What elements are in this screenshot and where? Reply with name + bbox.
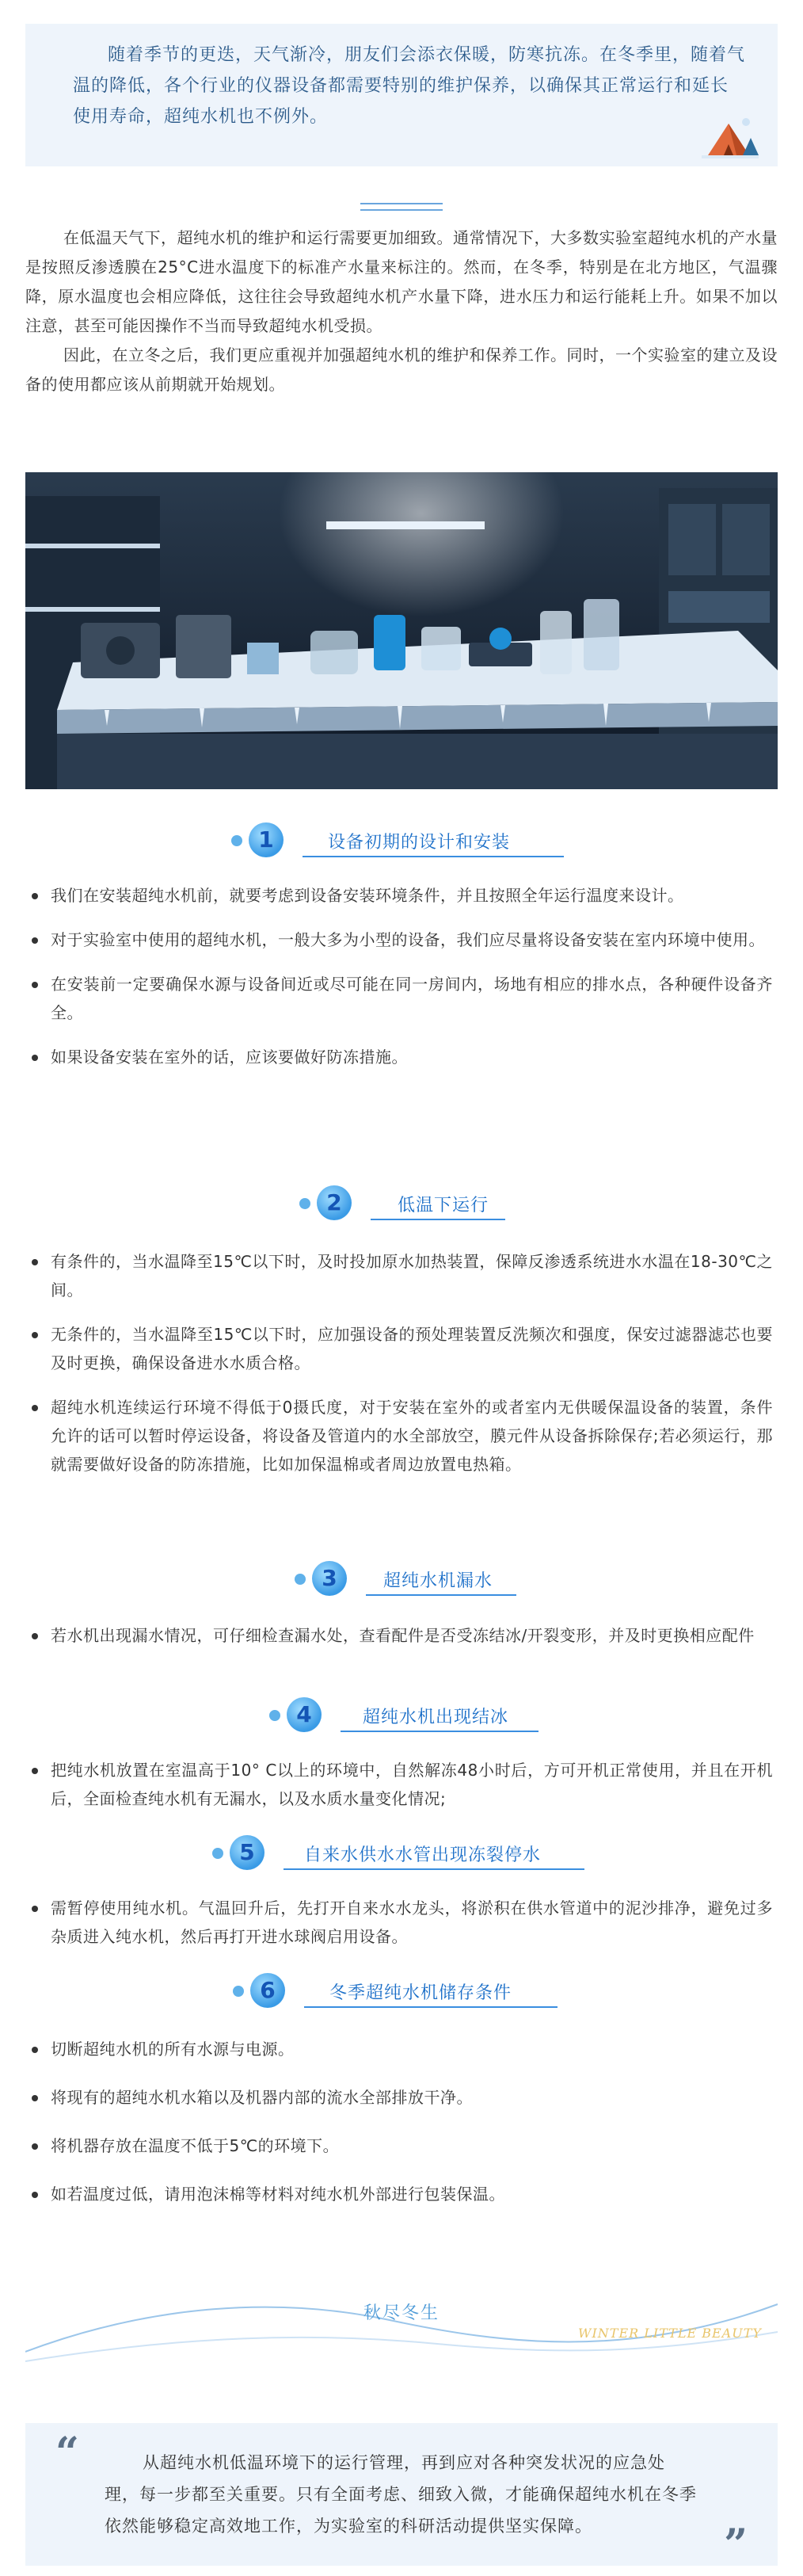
section-3-list <box>29 1621 773 1650</box>
list-item: 对于实验室中使用的超纯水机，一般大多为小型的设备，我们应尽量将设备安装在室内环境中使用。 <box>29 925 773 954</box>
section-number: 6 <box>250 1973 285 2008</box>
section-2-list <box>29 1247 773 1479</box>
section-title: 超纯水机漏水 <box>383 1571 493 1591</box>
close-quote-icon: ” <box>724 2521 748 2569</box>
dot-icon <box>212 1848 223 1859</box>
dot-icon <box>269 1710 280 1721</box>
open-quote-icon: “ <box>55 2429 79 2477</box>
list-item: 将现有的超纯水机水箱以及机器内部的流水全部排放干净。 <box>29 2083 773 2112</box>
season-title: 秋尽冬生 <box>363 2303 440 2323</box>
section-6-header <box>233 1973 565 2009</box>
body-paragraph-1: 在低温天气下，超纯水机的维护和运行需要更加细致。通常情况下，大多数实验室超纯水机的产水量是按照反渗透膜在25°C进水温度下的标准产水量来标注的。然而，在冬季，特别是在北方地区，气温骤降，原水温度也会相应降低，这往往会导致超纯水机产水量下降，进水压力和运行能耗上升。如果不加以注意，甚至可能因操作不当而导致超纯水机受损。 <box>25 228 778 335</box>
script-caption: WINTER LITTLE BEAUTY <box>578 2326 762 2341</box>
section-number: 2 <box>317 1185 352 1220</box>
section-5-header <box>212 1835 592 1872</box>
list-item: 若水机出现漏水情况，可仔细检查漏水处，查看配件是否受冻结冰/开裂变形，并及时更换相应配件 <box>29 1621 773 1650</box>
section-1-header <box>231 822 572 859</box>
dot-icon <box>295 1574 306 1585</box>
list-item: 切断超纯水机的所有水源与电源。 <box>29 2035 773 2063</box>
quote-box <box>25 2423 778 2569</box>
section-number: 4 <box>287 1697 322 1732</box>
frozen-lab-photo <box>25 472 778 789</box>
dot-icon <box>231 835 242 846</box>
section-1-list <box>29 881 773 1071</box>
list-item: 需暂停使用纯水机。气温回升后，先打开自来水水龙头，将淤积在供水管道中的泥沙排净，避免过多杂质进入纯水机，然后再打开进水球阀启用设备。 <box>29 1894 773 1951</box>
body-paragraph-2: 因此，在立冬之后，我们更应重视并加强超纯水机的维护和保养工作。同时，一个实验室的建立及设备的使用都应该从前期就开始规划。 <box>25 345 778 394</box>
list-item: 如若温度过低，请用泡沫棉等材料对纯水机外部进行包装保温。 <box>29 2180 773 2208</box>
list-item: 将机器存放在温度不低于5℃的环境下。 <box>29 2131 773 2160</box>
list-item: 超纯水机连续运行环境不得低于0摄氏度，对于安装在室外的或者室内无供暖保温设备的装置，条件允许的话可以暂时停运设备，将设备及管道内的水全部放空，膜元件从设备拆除保存;若必须运行，那就需要做好设备的防冻措施，比如加保温棉或者周边放置电热箱。 <box>29 1393 773 1479</box>
list-item: 无条件的，当水温降至15℃以下时，应加强设备的预处理装置反洗频次和强度，保安过滤器滤芯也要及时更换，确保设备进水水质合格。 <box>29 1320 773 1377</box>
dot-icon <box>299 1198 310 1209</box>
underline <box>284 1868 584 1870</box>
list-item: 有条件的，当水温降至15℃以下时，及时投加原水加热装置，保障反渗透系统进水水温在18-30℃之间。 <box>29 1247 773 1304</box>
section-number: 3 <box>312 1561 347 1596</box>
section-6-list <box>29 2035 773 2208</box>
body-text <box>25 223 778 399</box>
section-4-list <box>29 1756 773 1813</box>
winter-tent-icon <box>702 114 759 158</box>
list-item: 在安装前一定要确保水源与设备间近或尽可能在同一房间内，场地有相应的排水点，各种硬件设备齐全。 <box>29 970 773 1027</box>
section-title: 自来水供水水管出现冻裂停水 <box>304 1845 542 1865</box>
intro-text: 随着季节的更迭，天气渐冷，朋友们会添衣保暖，防寒抗冻。在冬季里，随着气温的降低，各个行业的仪器设备都需要特别的维护保养，以确保其正常运行和延长使用寿命，超纯水机也不例外。 <box>73 45 746 127</box>
section-title: 冬季超纯水机储存条件 <box>329 1983 512 2003</box>
section-2-header <box>299 1185 513 1222</box>
section-3-header <box>295 1561 524 1597</box>
section-title: 低温下运行 <box>398 1196 489 1215</box>
underline <box>366 1594 516 1596</box>
dot-icon <box>233 1986 244 1997</box>
section-4-header <box>269 1697 546 1734</box>
section-title: 超纯水机出现结冰 <box>363 1708 509 1727</box>
list-item: 我们在安装超纯水机前，就要考虑到设备安装环境条件，并且按照全年运行温度来设计。 <box>29 881 773 910</box>
divider <box>360 203 443 211</box>
section-number: 5 <box>230 1835 264 1870</box>
underline <box>304 2006 558 2008</box>
intro-box <box>25 24 778 166</box>
list-item: 如果设备安装在室外的话，应该要做好防冻措施。 <box>29 1043 773 1071</box>
section-title: 设备初期的设计和安装 <box>328 833 511 853</box>
underline <box>371 1219 505 1220</box>
section-number: 1 <box>249 822 284 857</box>
underline <box>303 856 564 857</box>
quote-text: 从超纯水机低温环境下的运行管理，再到应对各种突发状况的应急处理，每一步都至关重要。只有全面考虑、细致入微，才能确保超纯水机在冬季依然能够稳定高效地工作，为实验室的科研活动提供坚实保障。 <box>105 2453 697 2536</box>
section-5-list <box>29 1894 773 1951</box>
underline <box>341 1731 539 1732</box>
list-item: 把纯水机放置在室温高于10° C以上的环境中，自然解冻48小时后，方可开机正常使用，并且在开机后，全面检查纯水机有无漏水，以及水质水量变化情况; <box>29 1756 773 1813</box>
